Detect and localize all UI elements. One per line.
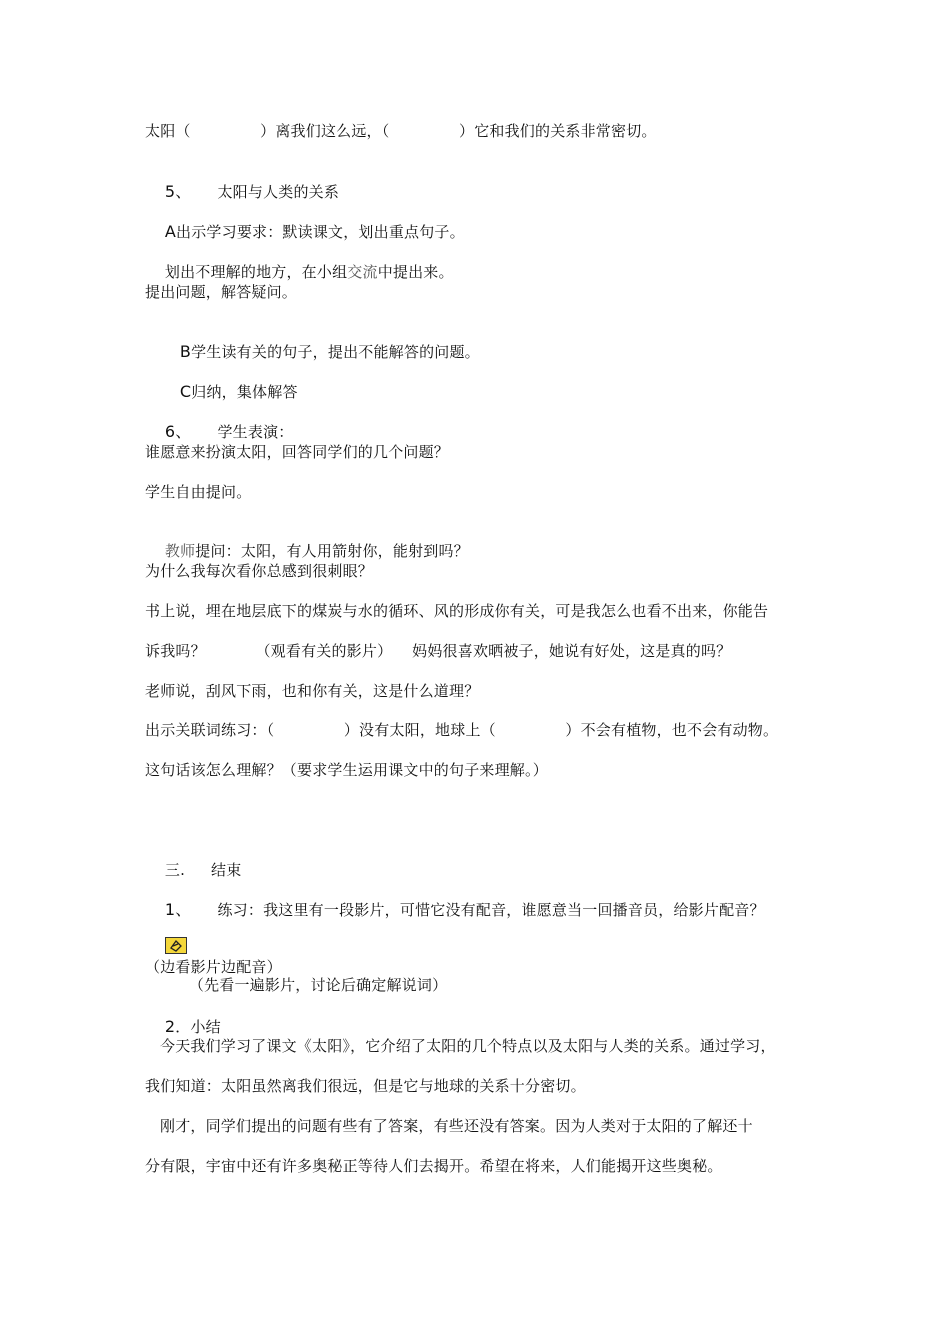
summary-paragraph: 刚才，同学们提出的问题有些有了答案，有些还没有答案。因为人类对于太阳的了解还十 <box>160 1117 753 1135</box>
step-letter: C <box>179 382 192 401</box>
section-number: 2 <box>164 1017 176 1036</box>
step-text: 出示学习要求：默读课文，划出重点句子。 <box>176 223 465 241</box>
paragraph-line: （边看影片边配音） <box>145 958 282 976</box>
highlight-word: 交流 <box>347 263 378 281</box>
media-clip-icon[interactable] <box>165 937 187 954</box>
section-number: 1、 <box>164 900 192 919</box>
section-title: 太阳与人类的关系 <box>217 183 340 201</box>
summary-paragraph: 今天我们学习了课文《太阳》，它介绍了太阳的几个特点以及太阳与人类的关系。通过学习， <box>160 1037 776 1055</box>
paragraph-line: 这句话该怎么理解？（要求学生运用课文中的句子来理解。） <box>145 761 548 779</box>
paragraph-line: 老师说，刮风下雨，也和你有关，这是什么道理？ <box>145 682 480 700</box>
summary-paragraph: 分有限，宇宙中还有许多奥秘正等待人们去揭开。希望在将来，人们能揭开这些奥秘。 <box>145 1157 723 1175</box>
paragraph-line: 提出问题，解答疑问。 <box>145 283 298 301</box>
section-title: 学生表演： <box>217 423 294 441</box>
paragraph-line <box>145 601 815 621</box>
exercise-text: 练习：我这里有一段影片，可惜它没有配音，谁愿意当一回播音员，给影片配音？ <box>217 901 765 919</box>
paragraph-line: 为什么我每次看你总感到很刺眼？ <box>145 562 374 580</box>
step-text: 归纳，集体解答 <box>191 383 298 401</box>
section-title: 结束 <box>211 861 242 879</box>
section-number: 6、 <box>164 422 192 441</box>
step-letter: B <box>179 342 192 361</box>
section-number: 5、 <box>164 182 192 201</box>
conjunction-exercise: 出示关联词练习：（ ）没有太阳，地球上（ ）不会有植物，也不会有动物。 <box>145 721 779 739</box>
fill-in-sentence: 太阳（ ）离我们这么远，（ ）它和我们的关系非常密切。 <box>145 122 657 140</box>
section-number: 三. <box>164 861 186 879</box>
text-span: （先看一遍影片，讨论后确定解说词） <box>188 976 448 994</box>
paragraph-line: 学生自由提问。 <box>145 483 252 501</box>
text-span: 提问：太阳，有人用箭射你，能射到吗？ <box>195 542 469 560</box>
text-span: 中提出来。 <box>377 263 454 281</box>
paragraph-line: 诉我吗？ （观看有关的影片） 妈妈很喜欢晒被子，她说有好处，这是真的吗？ <box>145 642 732 660</box>
section-title: ．小结 <box>175 1018 221 1036</box>
paragraph-line: 谁愿意来扮演太阳，回答同学们的几个问题？ <box>145 443 450 461</box>
text-span: 划出不理解的地方，在小组 <box>164 263 348 281</box>
step-letter: A <box>164 222 177 241</box>
summary-paragraph: 我们知道：太阳虽然离我们很远，但是它与地球的关系十分密切。 <box>145 1077 586 1095</box>
text-span: 书上说，埋在地层底下的煤炭与水的循环、风的形成你有关，可是我怎么也看不出来，你能告 <box>145 602 769 620</box>
highlight-word: 教师 <box>164 542 196 560</box>
step-text: 学生读有关的句子，提出不能解答的问题。 <box>191 343 480 361</box>
